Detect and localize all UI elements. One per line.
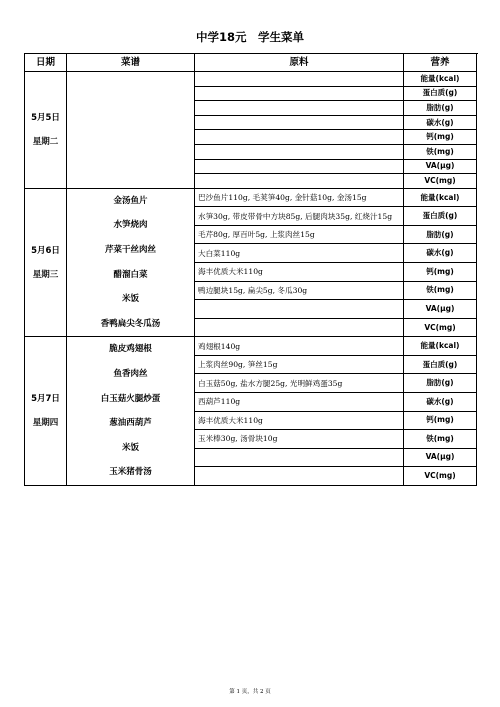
dish-name: 金汤鱼片 [113, 195, 148, 206]
nutrient-label: 钙(mg) [404, 263, 477, 282]
nutrient-label: 脂肪(g) [404, 225, 477, 244]
nutrient-label: VC(mg) [404, 174, 477, 189]
dish-list [67, 188, 195, 337]
ingredient-cell: 鸡翅根140g [195, 337, 404, 356]
nutrient-label: 蛋白质(g) [404, 355, 477, 374]
ingredient-cell [195, 318, 404, 337]
nutrient-label: VA(μg) [404, 300, 477, 319]
nutrient-label: 脂肪(g) [404, 101, 477, 116]
nutrient-label: 铁(mg) [404, 281, 477, 300]
day-cell [25, 72, 67, 189]
ingredient-cell [195, 72, 404, 87]
ingredient-cell: 海丰优质大米110g [195, 263, 404, 282]
nutrient-label: 脂肪(g) [404, 374, 477, 393]
dish-name: 香鸭扁尖冬瓜汤 [100, 318, 161, 329]
nutrient-label: VA(μg) [404, 159, 477, 174]
menu-row [25, 337, 477, 356]
ingredient-cell: 海丰优质大米110g [195, 411, 404, 430]
ingredient-cell: 玉米棒30g, 汤骨块10g [195, 430, 404, 449]
menu-title: 中学18元 学生菜单 [195, 30, 304, 44]
dish-name: 脆皮鸡翅根 [109, 344, 152, 355]
ingredient-cell: 大白菜110g [195, 244, 404, 263]
nutrient-label: 碳水(g) [404, 393, 477, 412]
dish-name: 米饭 [121, 294, 139, 305]
nutrient-label: 能量(kcal) [404, 72, 477, 87]
ingredient-cell [195, 159, 404, 174]
day-date: 5月5日 [31, 112, 60, 123]
dish-name: 葱油西葫芦 [109, 418, 152, 429]
nutrient-label: 铁(mg) [404, 430, 477, 449]
nutrient-label: VC(mg) [404, 318, 477, 337]
ingredient-cell [195, 101, 404, 116]
nutrient-label: 能量(kcal) [404, 337, 477, 356]
header-nutrition: 营养 [404, 54, 477, 72]
header-date: 日期 [25, 54, 67, 72]
nutrient-label: 钙(mg) [404, 411, 477, 430]
day-weekday: 星期四 [32, 418, 59, 429]
ingredient-cell: 上浆肉丝90g, 笋丝15g [195, 355, 404, 374]
ingredient-cell [195, 174, 404, 189]
ingredient-cell: 毛芹80g, 厚百叶5g, 上浆肉丝15g [195, 225, 404, 244]
day-date: 5月6日 [31, 245, 60, 256]
menu-row [25, 72, 477, 87]
day-date: 5月7日 [31, 394, 60, 405]
ingredient-cell [195, 144, 404, 159]
day-cell [25, 337, 67, 486]
nutrient-label: 铁(mg) [404, 144, 477, 159]
dish-name: 米饭 [121, 442, 139, 453]
menu-body [25, 72, 477, 486]
ingredient-cell [195, 130, 404, 145]
dish-name: 水笋烧肉 [113, 220, 148, 231]
nutrient-label: 蛋白质(g) [404, 207, 477, 226]
dish-name: 白玉菇火腿炒蛋 [100, 393, 161, 404]
ingredient-cell [195, 300, 404, 319]
nutrient-label: 钙(mg) [404, 130, 477, 145]
dish-name: 玉米猪骨汤 [109, 467, 152, 478]
page-footer: 第 1 页，共 2 页 [229, 689, 271, 695]
ingredient-cell: 西葫芦110g [195, 393, 404, 412]
menu-table [24, 53, 477, 486]
dish-name: 鱼香肉丝 [113, 368, 148, 379]
ingredient-cell [195, 86, 404, 101]
ingredient-cell [195, 115, 404, 130]
dish-list [67, 337, 195, 486]
ingredient-cell [195, 448, 404, 467]
ingredient-cell: 鸭边腿块15g, 扁尖5g, 冬瓜30g [195, 281, 404, 300]
header-row [25, 54, 477, 72]
header-ingredients: 原料 [195, 54, 404, 72]
nutrient-label: 碳水(g) [404, 115, 477, 130]
nutrient-label: 能量(kcal) [404, 188, 477, 207]
nutrient-label: 碳水(g) [404, 244, 477, 263]
nutrient-label: 蛋白质(g) [404, 86, 477, 101]
ingredient-cell: 白玉菇50g, 盐水方腿25g, 光明鲜鸡蛋35g [195, 374, 404, 393]
dish-name: 芹菜干丝肉丝 [104, 244, 156, 255]
ingredient-cell: 水笋30g, 带皮带骨中方块85g, 后腿肉块35g, 红烧汁15g [195, 207, 404, 226]
nutrient-label: VA(μg) [404, 448, 477, 467]
header-dishes: 菜谱 [67, 54, 195, 72]
dish-list [67, 72, 195, 189]
nutrient-label: VC(mg) [404, 467, 477, 486]
day-weekday: 星期二 [32, 136, 59, 147]
ingredient-cell [195, 467, 404, 486]
day-weekday: 星期三 [32, 269, 59, 280]
menu-row [25, 188, 477, 207]
ingredient-cell: 巴沙鱼片110g, 毛荚笋40g, 金针菇10g, 金汤15g [195, 188, 404, 207]
dish-name: 醋溜白菜 [113, 269, 148, 280]
day-cell [25, 188, 67, 337]
